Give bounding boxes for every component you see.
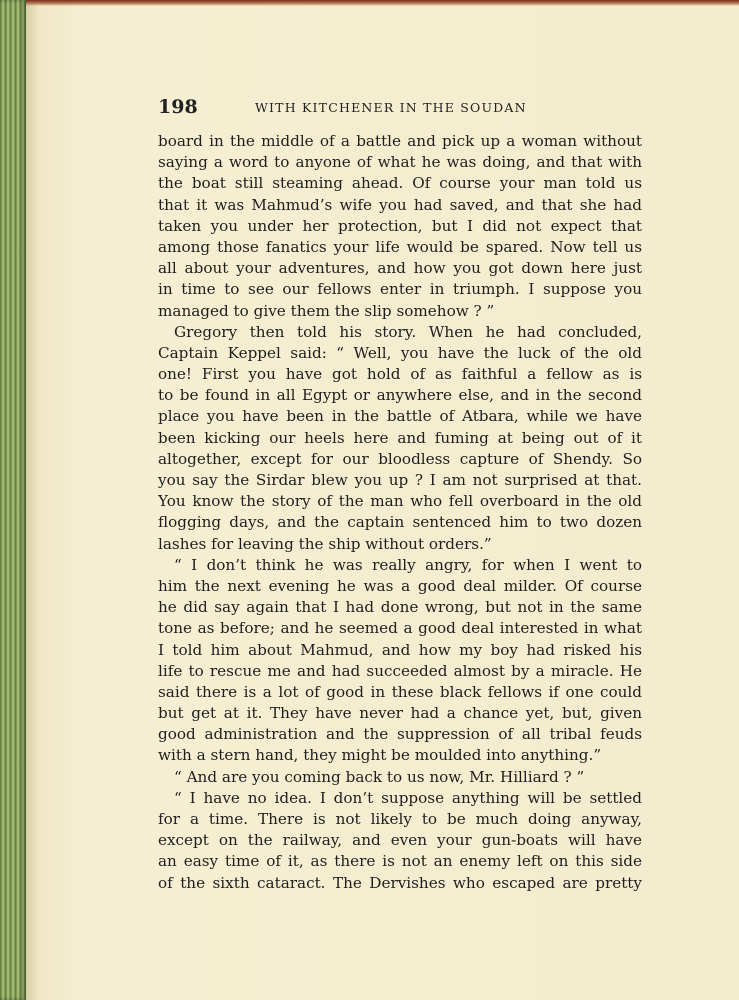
text-line: in time to see our fellows enter in triumph. I suppose you [158,280,642,299]
text-line: managed to give them the slip somehow ? ” [158,301,495,320]
text-line: saying a word to anyone of what he was doing, and that with [158,153,642,172]
text-line: the boat still steaming ahead. Of course your man told us [158,174,642,193]
text-line: life to rescue me and had succeeded almost by a miracle. He [158,661,642,680]
body-text [158,131,642,894]
text-line: taken you under her protection, but I did not expect that [158,216,642,235]
text-line: “ I have no idea. I don’t suppose anything will be settled [174,788,642,807]
text-line: Gregory then told his story. When he had concluded, [174,322,642,341]
text-line: to be found in all Egypt or anywhere else, and in the second [158,386,642,405]
text-line: tone as before; and he seemed a good deal interested in what [158,619,642,638]
text-line: except on the railway, and even your gun-boats will have [158,831,642,850]
text-line: “ I don’t think he was really angry, for when I went to [174,555,642,574]
page-header [158,96,642,122]
text-line: of the sixth cataract. The Dervishes who escaped are pretty [158,873,642,892]
text-line: place you have been in the battle of Atbara, while we have [158,407,642,426]
text-line: with a stern hand, they might be moulded into anything.” [158,746,602,765]
text-line: that it was Mahmud’s wife you had saved, and that she had [158,195,642,214]
text-line: flogging days, and the captain sentenced him to two dozen [158,513,642,532]
text-line: I told him about Mahmud, and how my boy had risked his [158,640,642,659]
text-line: he did say again that I had done wrong, but not in the same [158,598,642,617]
text-line: You know the story of the man who fell overboard in the old [158,492,642,511]
text-line: board in the middle of a battle and pick up a woman without [158,132,642,150]
text-line: “ And are you coming back to us now, Mr. Hilliard ? ” [174,767,585,786]
text-line: among those fanatics your life would be spared. Now tell us [158,237,642,256]
book-binding [0,0,26,1000]
text-line: one! First you have got hold of as faithful a fellow as is [158,365,642,384]
running-head: WITH KITCHENER IN THE SOUDAN [255,100,527,115]
text-line: him the next evening he was a good deal milder. Of course [158,576,642,595]
page-number: 198 [158,96,198,118]
text-line: good administration and the suppression of all tribal feuds [158,725,642,744]
text-line: altogether, except for our bloodless capture of Shendy. So [158,449,642,468]
text-line: for a time. There is not likely to be much doing anyway, [158,810,642,828]
text-line: an easy time of it, as there is not an enemy left on this side [158,852,642,871]
text-line: said there is a lot of good in these black fellows if one could [158,682,642,701]
text-line: you say the Sirdar blew you up ? I am not surprised at that. [158,471,642,489]
text-line: Captain Keppel said: “ Well, you have the luck of the old [158,343,642,362]
text-line: all about your adventures, and how you got down here just [158,259,642,278]
text-line: lashes for leaving the ship without orders.” [158,534,492,553]
text-line: but get at it. They have never had a chance yet, but, given [158,704,642,723]
page-top-edge [26,0,739,6]
text-line: been kicking our heels here and fuming at being out of it [158,428,642,447]
